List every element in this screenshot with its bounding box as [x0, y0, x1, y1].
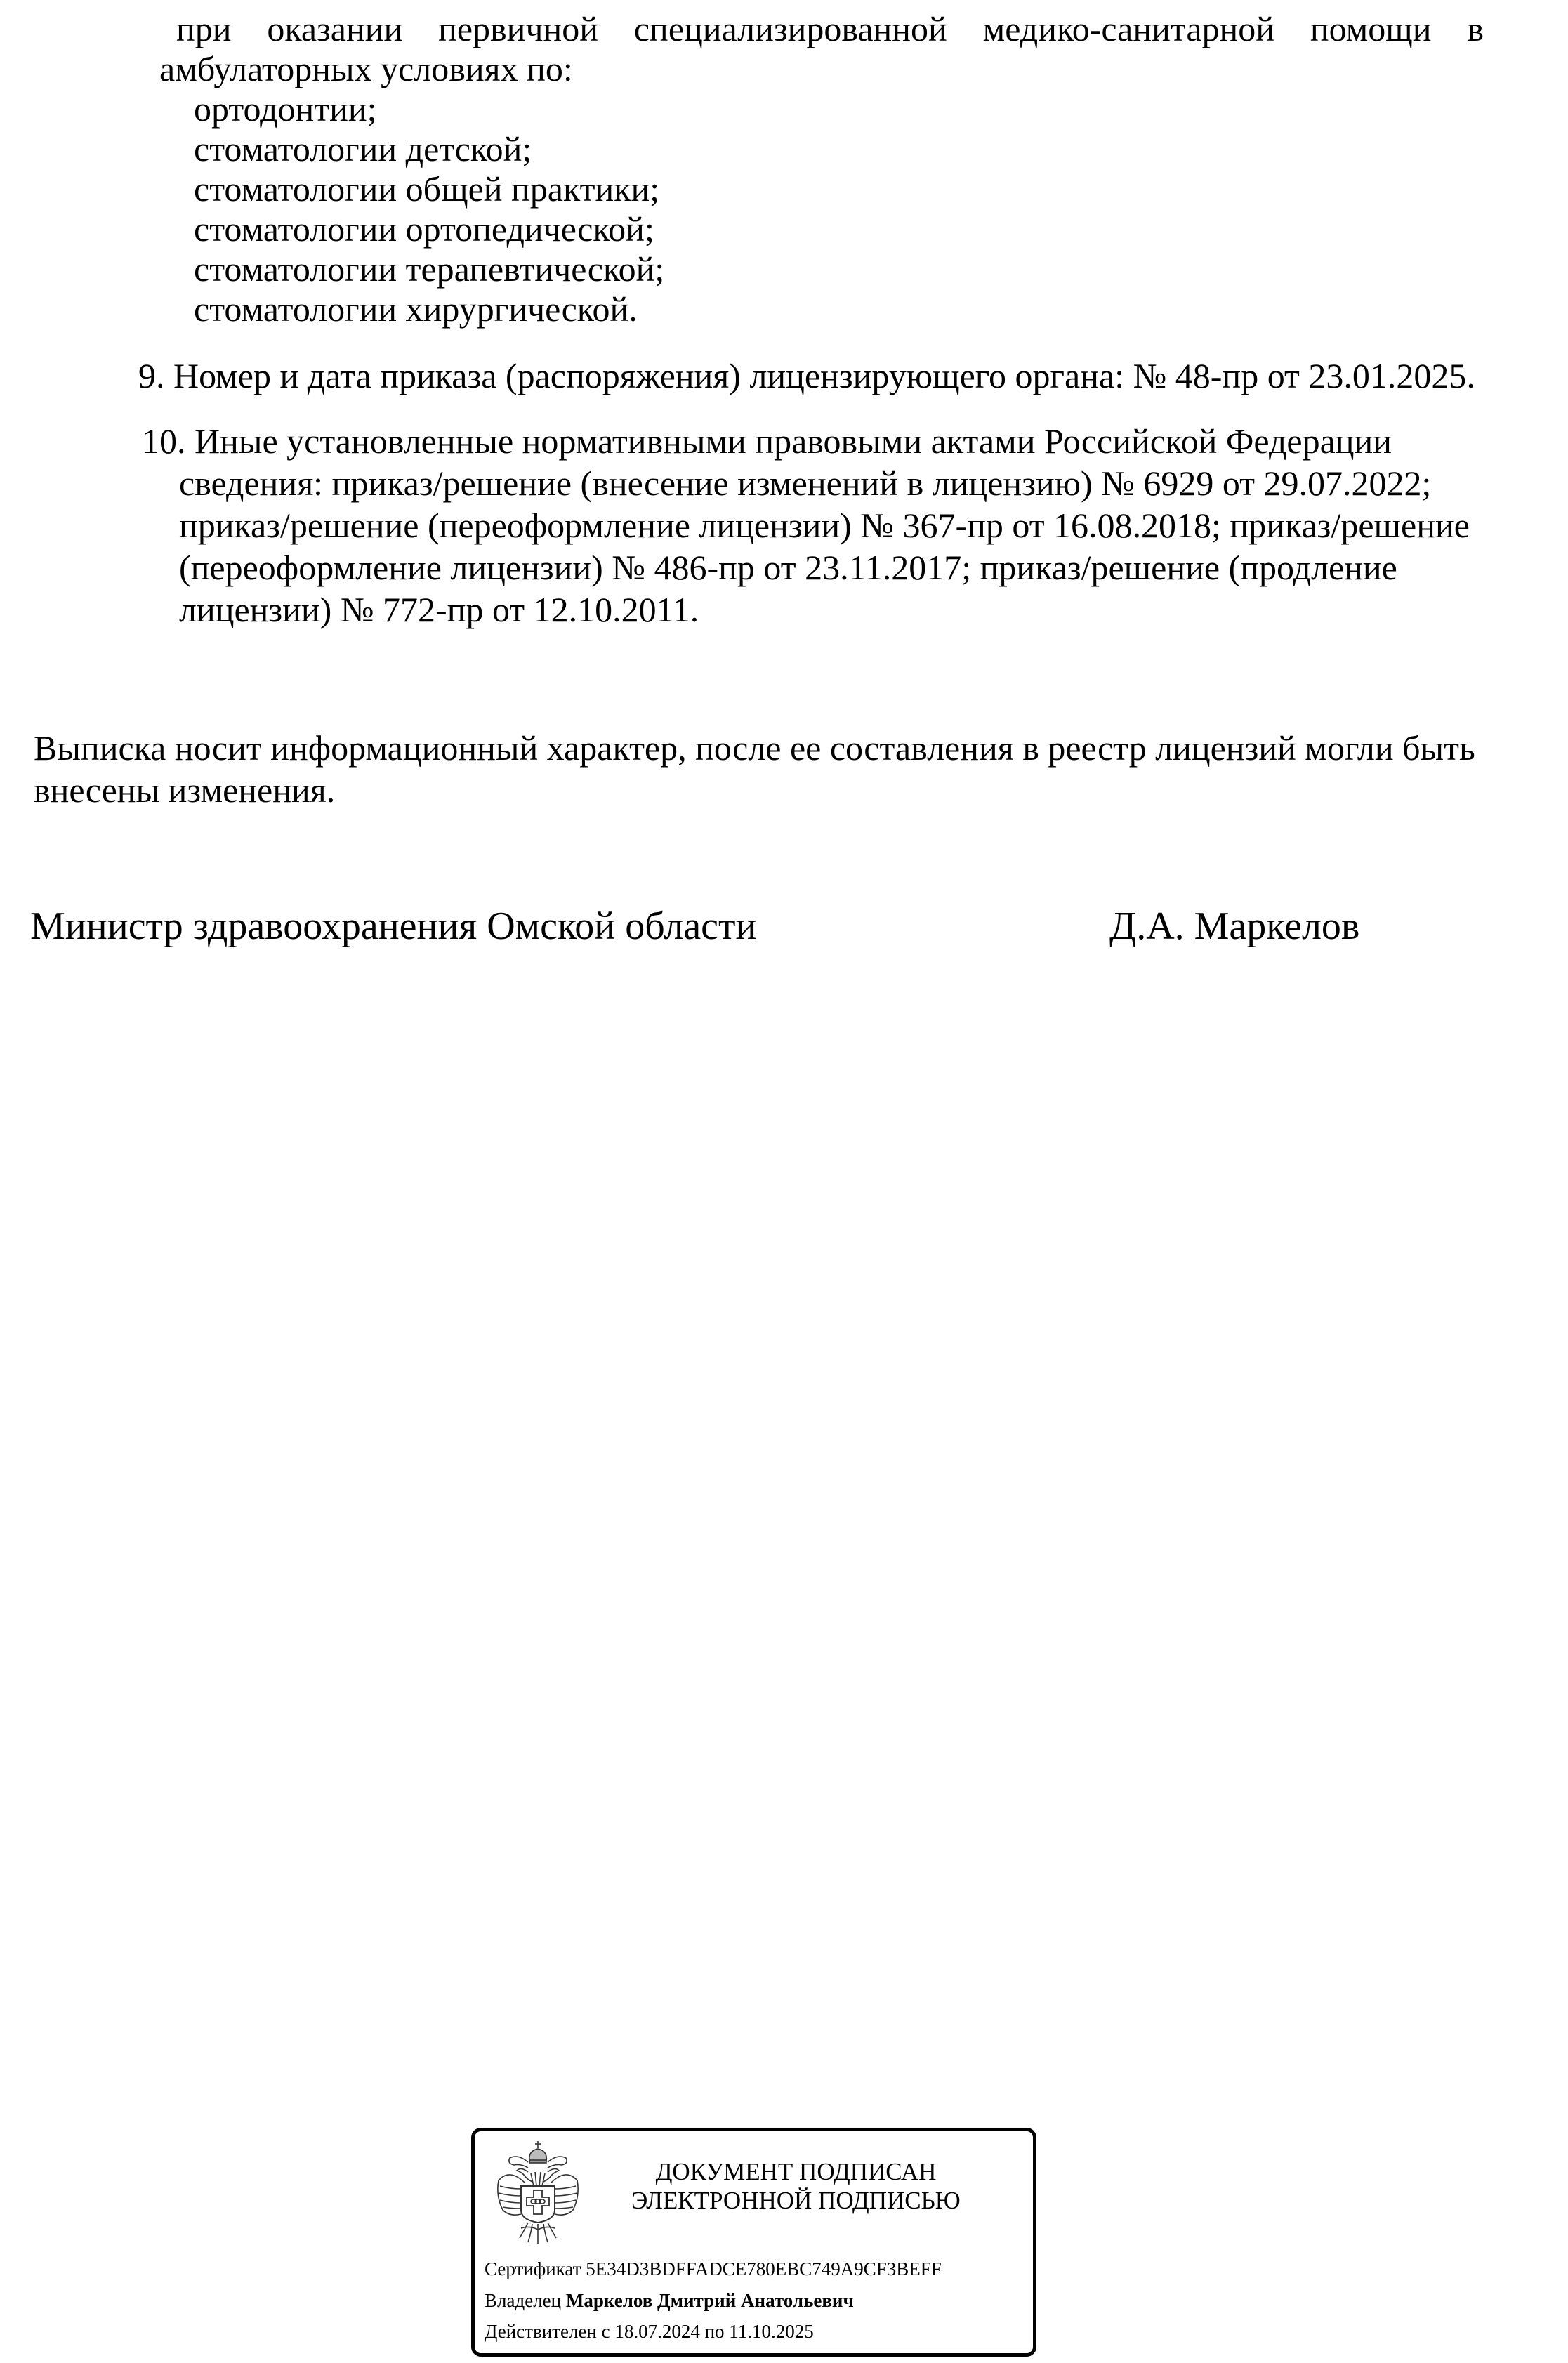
signatory-name: Д.А. Маркелов — [1109, 904, 1360, 948]
section10-line: лицензии) № 772-пр от 12.10.2011. — [179, 590, 699, 629]
section8-line1: при оказании первичной специализированной медико-санитарной помощи в — [176, 9, 1484, 48]
list-item: стоматологии детской; — [194, 129, 532, 169]
certificate-value: 5E34D3BDFFADCE780EBC749A9CF3BEFF — [586, 2258, 942, 2279]
notice-line: Выписка носит информационный характер, после ее составления в реестр лицензий могли быть — [34, 728, 1475, 768]
owner-label: Владелец — [485, 2290, 562, 2311]
owner-value: Маркелов Дмитрий Анатольевич — [565, 2290, 854, 2311]
valid-from: 18.07.2024 — [614, 2321, 700, 2342]
stamp-validity — [485, 2320, 814, 2343]
section10-line: приказ/решение (переоформление лицензии) № 367-пр от 16.08.2018; приказ/решение — [179, 506, 1470, 545]
notice-line: внесены изменения. — [34, 770, 336, 810]
section9-order-info: 9. Номер и дата приказа (распоряжения) лицензирующего органа: № 48-пр от 23.01.2025. — [138, 356, 1475, 395]
valid-to: 11.10.2025 — [729, 2321, 814, 2342]
signatory-position: Министр здравоохранения Омской области — [30, 904, 757, 948]
list-item: стоматологии хирургической. — [194, 289, 638, 329]
list-item: ортодонтии; — [194, 89, 377, 129]
section10-line: сведения: приказ/решение (внесение изменений в лицензию) № 6929 от 29.07.2022; — [179, 463, 1432, 503]
section8-line2: амбулаторных условиях по: — [159, 49, 573, 88]
list-item: стоматологии общей практики; — [194, 169, 660, 209]
stamp-certificate — [485, 2258, 942, 2280]
electronic-signature-stamp — [471, 2128, 1036, 2357]
section10-line: (переоформление лицензии) № 486-пр от 23.11.2017; приказ/решение (продление — [179, 548, 1397, 587]
valid-to-label: по — [704, 2321, 725, 2342]
certificate-label: Сертификат — [485, 2258, 581, 2279]
list-item: стоматологии ортопедической; — [194, 209, 654, 249]
section10-line: 10. Иные установленные нормативными правовыми актами Российской Федерации — [142, 421, 1392, 461]
stamp-title-line2: ЭЛЕКТРОННОЙ ПОДПИСЬЮ — [631, 2187, 961, 2214]
stamp-title-line1: ДОКУМЕНТ ПОДПИСАН — [655, 2158, 937, 2185]
list-item: стоматологии терапевтической; — [194, 249, 665, 289]
stamp-owner — [485, 2289, 854, 2312]
valid-label: Действителен с — [485, 2321, 610, 2342]
